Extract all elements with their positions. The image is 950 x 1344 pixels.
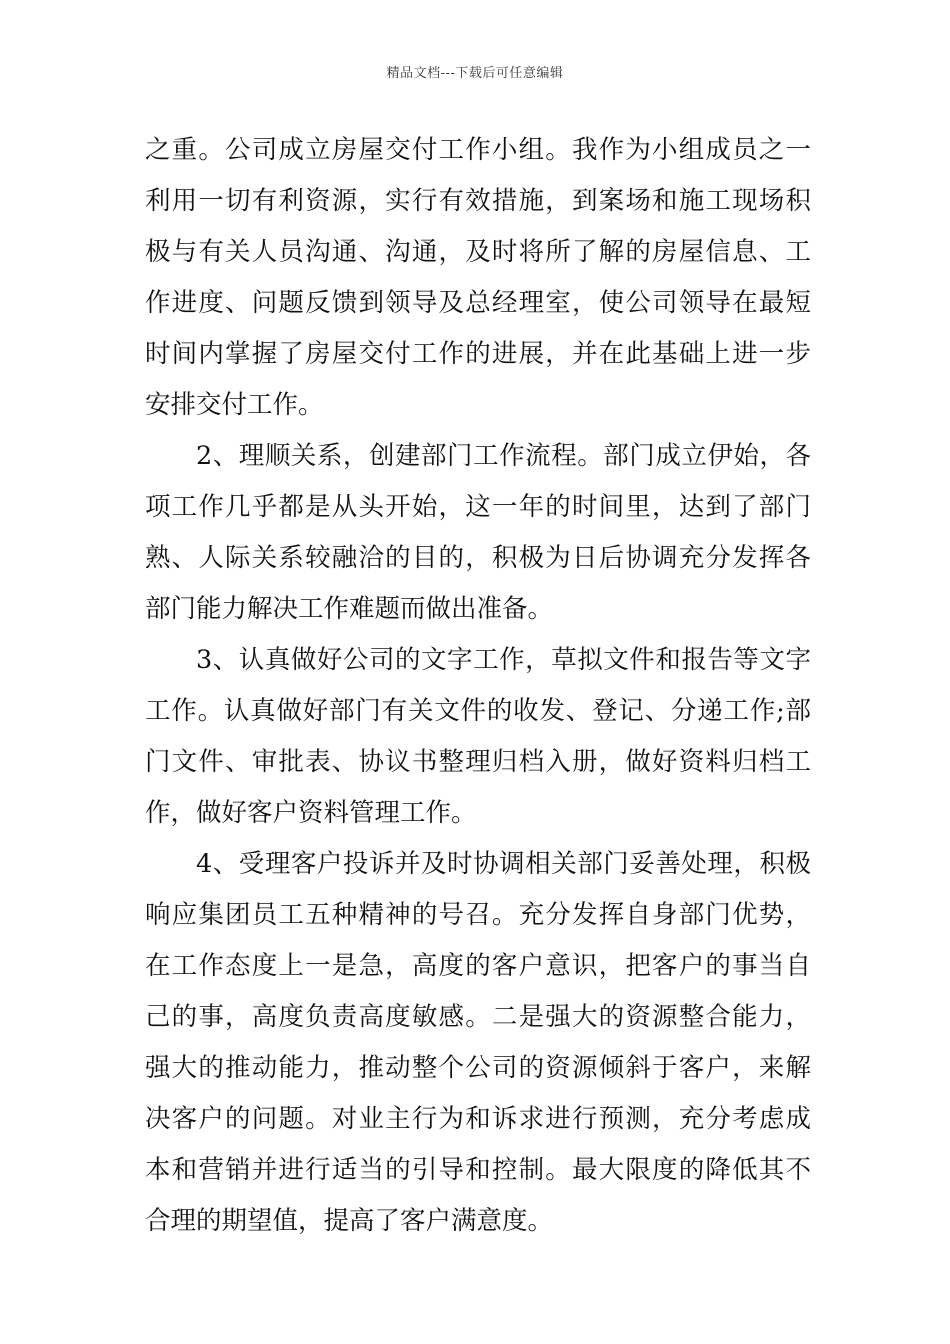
text-line: 己的事，高度负责高度敏感。二是强大的资源整合能力， xyxy=(145,1002,811,1032)
paragraph-1 xyxy=(145,125,811,431)
text-line: 合理的期望值，提高了客户满意度。 xyxy=(145,1206,554,1236)
text-line: 2、理顺关系，创建部门工作流程。部门成立伊始，各 xyxy=(196,441,811,471)
text-line: 作进度、问题反馈到领导及总经理室，使公司领导在最短 xyxy=(145,288,811,318)
text-line: 强大的推动能力，推动整个公司的资源倾斜于客户，来解 xyxy=(145,1053,811,1083)
text-line: 部门能力解决工作难题而做出准备。 xyxy=(145,594,554,624)
text-line: 4、受理客户投诉并及时协调相关部门妥善处理，积极 xyxy=(196,849,811,879)
paragraph-2 xyxy=(145,431,811,635)
text-line: 作，做好客户资料管理工作。 xyxy=(145,798,477,828)
paragraph-3 xyxy=(145,635,811,839)
text-line: 响应集团员工五种精神的号召。充分发挥自身部门优势， xyxy=(145,900,811,930)
text-line: 极与有关人员沟通、沟通，及时将所了解的房屋信息、工 xyxy=(145,237,811,267)
text-line: 项工作几乎都是从头开始，这一年的时间里，达到了部门 xyxy=(145,492,811,522)
text-line: 之重。公司成立房屋交付工作小组。我作为小组成员之一 xyxy=(145,135,811,165)
document-body xyxy=(145,125,811,1247)
text-line: 决客户的问题。对业主行为和诉求进行预测，充分考虑成 xyxy=(145,1104,811,1134)
text-line: 时间内掌握了房屋交付工作的进展，并在此基础上进一步 xyxy=(145,339,811,369)
paragraph-4 xyxy=(145,839,811,1247)
text-line: 3、认真做好公司的文字工作，草拟文件和报告等文字 xyxy=(196,645,811,675)
text-line: 本和营销并进行适当的引导和控制。最大限度的降低其不 xyxy=(145,1155,811,1185)
text-line: 在工作态度上一是急，高度的客户意识，把客户的事当自 xyxy=(145,951,811,981)
page-header: 精品文档---下载后可任意编辑 xyxy=(386,66,564,81)
text-line: 安排交付工作。 xyxy=(145,390,324,420)
text-line: 熟、人际关系较融洽的目的，积极为日后协调充分发挥各 xyxy=(145,543,811,573)
text-line: 利用一切有利资源，实行有效措施，到案场和施工现场积 xyxy=(145,186,811,216)
text-line: 工作。认真做好部门有关文件的收发、登记、分递工作;部 xyxy=(145,696,811,726)
text-line: 门文件、审批表、协议书整理归档入册，做好资料归档工 xyxy=(145,747,811,777)
